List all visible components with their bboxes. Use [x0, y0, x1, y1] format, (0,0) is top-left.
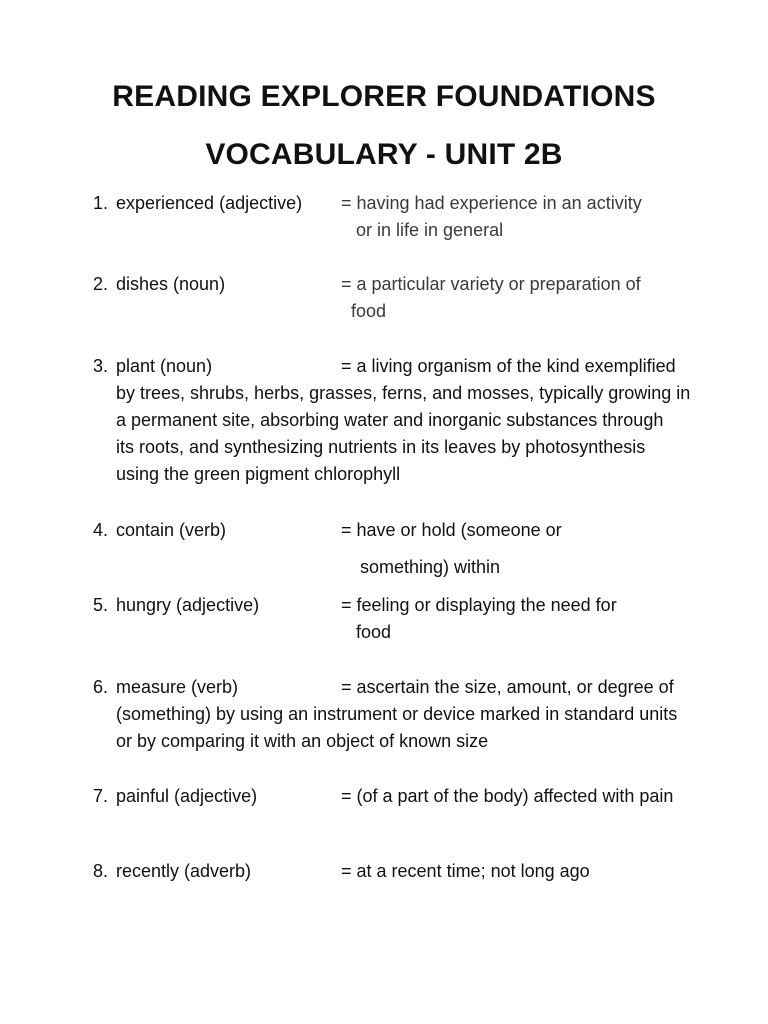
item-definition: = a living organism of the kind exemplified: [341, 356, 676, 376]
item-term: dishes (noun): [116, 274, 226, 294]
item-definition: = at a recent time; not long ago: [341, 861, 590, 881]
item-number: 8.: [93, 861, 109, 881]
item-number: 3.: [93, 356, 109, 376]
item-definition: = having had experience in an activity: [341, 193, 642, 213]
item-definition: or by comparing it with an object of known size: [116, 731, 489, 751]
item-definition: = (of a part of the body) affected with pain: [341, 786, 674, 806]
item-definition: = feeling or displaying the need for: [341, 595, 617, 615]
item-term: plant (noun): [116, 356, 213, 376]
item-definition: its roots, and synthesizing nutrients in its leaves by photosynthesis: [116, 437, 646, 457]
item-definition: or in life in general: [356, 220, 504, 240]
item-definition: by trees, shrubs, herbs, grasses, ferns, and mosses, typically growing in: [116, 383, 691, 403]
item-term: recently (adverb): [116, 861, 252, 881]
item-number: 2.: [93, 274, 109, 294]
item-definition: using the green pigment chlorophyll: [116, 464, 401, 484]
item-definition: = have or hold (someone or: [341, 520, 562, 540]
page-subtitle: VOCABULARY - UNIT 2B: [205, 138, 563, 171]
item-number: 7.: [93, 786, 109, 806]
item-number: 5.: [93, 595, 109, 615]
item-number: 6.: [93, 677, 109, 697]
item-definition: a permanent site, absorbing water and inorganic substances through: [116, 410, 664, 430]
item-term: measure (verb): [116, 677, 239, 697]
item-number: 4.: [93, 520, 109, 540]
item-definition: = ascertain the size, amount, or degree of: [341, 677, 674, 697]
item-number: 1.: [93, 193, 109, 213]
item-definition: = a particular variety or preparation of: [341, 274, 641, 294]
item-definition: something) within: [360, 557, 501, 577]
item-term: hungry (adjective): [116, 595, 260, 615]
item-term: contain (verb): [116, 520, 227, 540]
item-term: experienced (adjective): [116, 193, 303, 213]
item-definition: food: [351, 301, 387, 321]
item-definition: (something) by using an instrument or device marked in standard units: [116, 704, 678, 724]
item-definition: food: [356, 622, 392, 642]
page-title: READING EXPLORER FOUNDATIONS: [112, 80, 656, 113]
item-term: painful (adjective): [116, 786, 258, 806]
